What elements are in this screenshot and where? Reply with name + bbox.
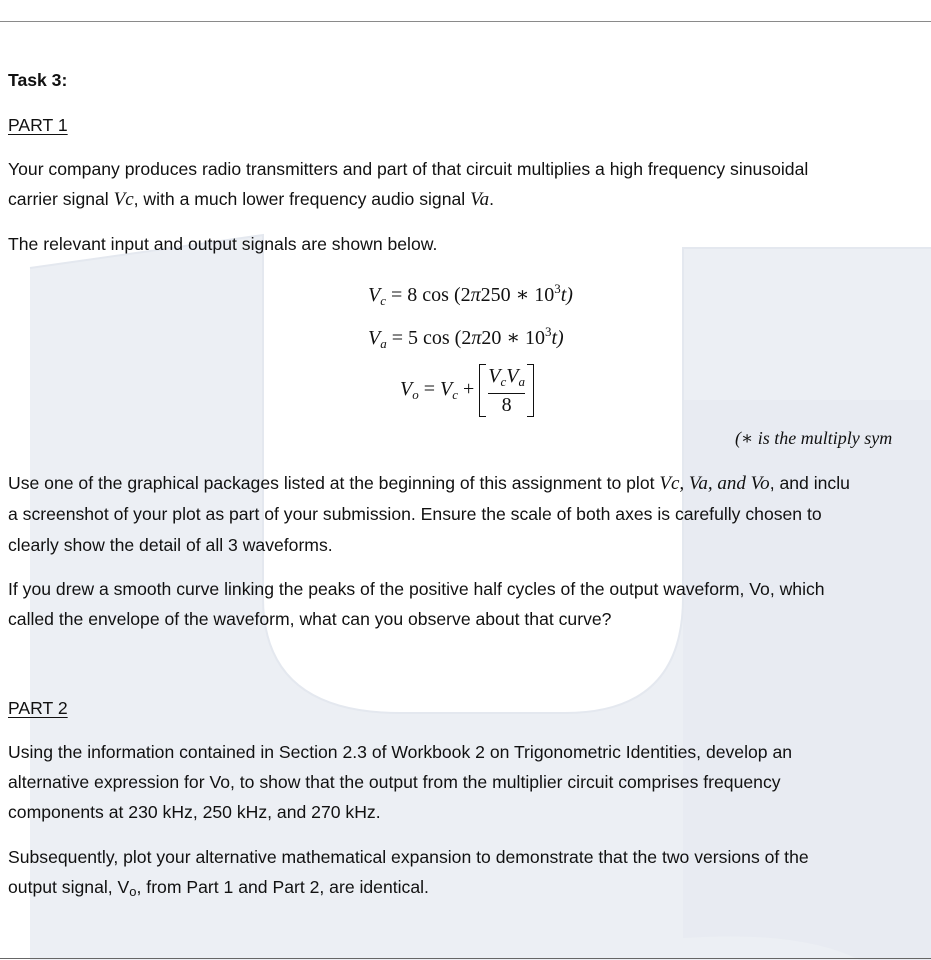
- equation-vo-fraction: $\frac{V_cV_a}{8}$: [479, 366, 534, 415]
- plot-instruction-line1: Use one of the graphical packages listed at the beginning of this assignment to plot Vc, Va, and Vo, and inclu: [8, 473, 850, 494]
- plot-instruction-line2: a screenshot of your plot as part of your submission. Ensure the scale of both axes is carefully chosen to: [8, 504, 822, 524]
- part2-line4: Subsequently, plot your alternative mathematical expansion to demonstrate that the two versions of the: [8, 847, 809, 867]
- envelope-question-line2: called the envelope of the waveform, what can you observe about that curve?: [8, 609, 612, 629]
- plot-variables: Vc, Va, and Vo: [659, 473, 770, 494]
- part2-line1: Using the information contained in Section 2.3 of Workbook 2 on Trigonometric Identities, develop an: [8, 742, 793, 762]
- equation-vc: $V_c = 8$ cos (2π250 ∗ $10^3t$): [368, 281, 573, 308]
- part2-heading: PART 2: [8, 698, 68, 718]
- multiply-note: (∗ is the multiply sym: [735, 428, 893, 448]
- task-title: Task 3:: [8, 70, 68, 90]
- part2-line5: output signal, Vo, from Part 1 and Part 2, are identical.: [8, 877, 429, 899]
- part1-heading: PART 1: [8, 115, 68, 135]
- plot-instruction-line3: clearly show the detail of all 3 waveforms.: [8, 535, 333, 555]
- equation-va: $V_a = 5$ cos (2π20 ∗ $10^3t$): [368, 324, 564, 351]
- envelope-question-line1: If you drew a smooth curve linking the peaks of the positive half cycles of the output waveform, Vo, which: [8, 579, 825, 599]
- signals-intro: The relevant input and output signals are shown below.: [8, 234, 438, 254]
- var-va: Va: [470, 189, 490, 210]
- part2-line3: components at 230 kHz, 250 kHz, and 270 kHz.: [8, 802, 381, 822]
- equation-vo: $V_o = V_c$ + $\frac{V_cV_a}{8}$: [400, 366, 534, 415]
- part2-line2: alternative expression for Vo, to show that the output from the multiplier circuit comprises frequency: [8, 772, 781, 792]
- bottom-rule: [0, 958, 931, 959]
- part1-intro-line2: carrier signal Vc, with a much lower frequency audio signal Va.: [8, 189, 494, 210]
- var-vc: Vc: [113, 189, 134, 210]
- part1-intro-line1: Your company produces radio transmitters and part of that circuit multiplies a high frequency sinusoidal: [8, 159, 809, 179]
